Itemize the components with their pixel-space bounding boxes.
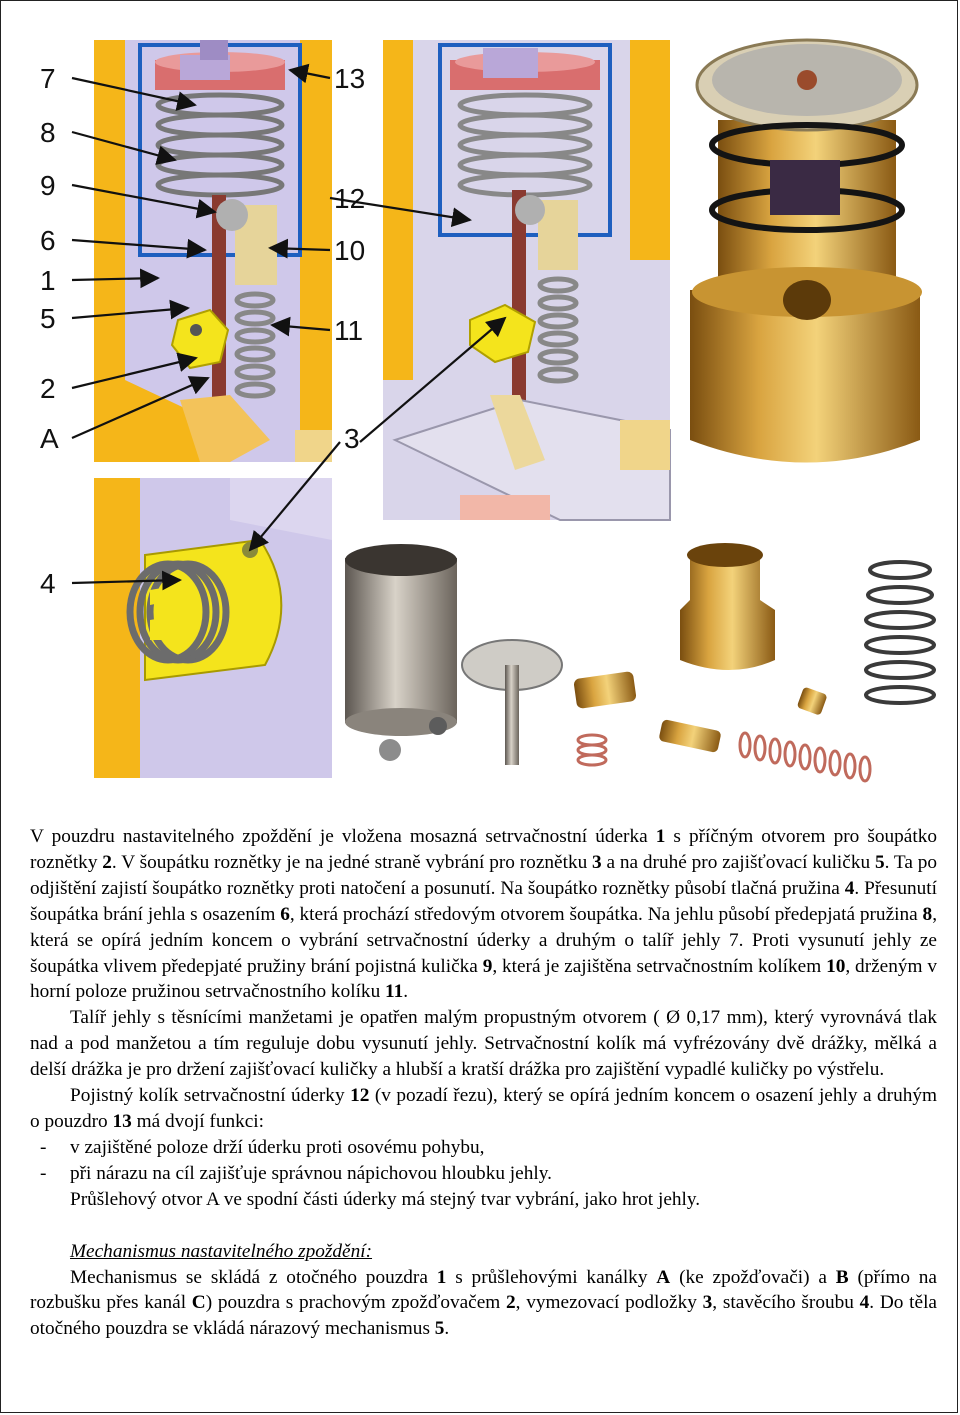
callout-7: 7: [40, 63, 56, 94]
section-heading: Mechanismus nastavitelného zpoždění:: [70, 1240, 373, 1262]
bold-reference: B: [835, 1266, 849, 1288]
callout-3: 3: [344, 423, 360, 454]
bold-reference: 3: [592, 851, 602, 873]
photo-loose-parts: [345, 543, 934, 781]
bold-reference: 12: [350, 1085, 370, 1107]
paragraph-2: Talíř jehly s těsnícími manžetami je opatřen malým propustným otvorem ( Ø 0,17 mm), který vyrovnává tlak nad a pod manžetou a tím reguluje dobu vysunutí jehly. Setrvačnostní kolík má vyfrézovány dvě drážky, mělká a delší drážka je pro držení zajišťovací kuličky a hlubší a kratší drážka pro zajištění vypadlé kuličky po výstřelu.: [30, 1007, 937, 1081]
cross-section-middle: [383, 40, 670, 520]
bold-reference: 10: [826, 955, 846, 977]
list-dash: -: [40, 1162, 47, 1184]
list-item: - při nárazu na cíl zajišťuje správnou nápichovou hloubku jehly.: [30, 1161, 937, 1187]
callout-4: 4: [40, 568, 56, 599]
callout-11: 11: [334, 315, 364, 346]
bold-reference: 1: [436, 1266, 447, 1288]
bold-reference: 11: [385, 981, 404, 1003]
detail-spring-slider: [94, 478, 332, 778]
bold-reference: 6: [280, 903, 290, 925]
bold-reference: A: [656, 1266, 671, 1288]
bold-reference: 5: [874, 851, 885, 873]
callout-2: 2: [40, 373, 56, 404]
callout-1: 1: [40, 265, 56, 296]
callout-10: 10: [334, 235, 366, 266]
paragraphs: [30, 824, 937, 1135]
callout-12: 12: [334, 183, 366, 214]
photo-brass-assembly: [690, 40, 922, 463]
callout-13: 13: [334, 63, 366, 94]
list-item: - v zajištěné poloze drží úderku proti osovému pohybu,: [30, 1135, 937, 1161]
bold-reference: 2: [102, 851, 112, 873]
paragraph-3: Pojistný kolík setrvačnostní úderky 12 (v pozadí řezu), který se opírá jedním koncem o osazení jehly a druhým o pouzdro 13 má dvojí funkci:: [30, 1085, 938, 1132]
bold-reference: 9: [482, 955, 493, 977]
description-text: [30, 824, 937, 1342]
function-list: [30, 1135, 937, 1187]
bold-reference: 5: [434, 1318, 445, 1340]
callout-6: 6: [40, 225, 56, 256]
paragraph-after-list: Průšlehový otvor A ve spodní části úderky má stejný tvar vybrání, jako hrot jehly.: [70, 1188, 701, 1210]
paragraph-1: V pouzdru nastavitelného zpoždění je vložena mosazná setrvačnostní úderka 1 s příčným otvorem pro šoupátko roznětky 2. V šoupátku roznětky je na jedné straně vybrání pro roznětku 3 a na druhé pro zajišťovací kuličku 5. Ta po odjištění zajistí šoupátko roznětky proti natočení a posunutí. Na šoupátko roznětky působí tlačná pružina 4. Přesunutí šoupátka brání jehla s osazením 6, která prochází středovým otvorem šoupátka. Na jehlu působí předepjatá pružina 8, která se opírá jedním koncem o vybrání setrvačnostní úderky a druhým o talíř jehly 7. Proti vysunutí jehly ze šoupátka vlivem předepjaté pružiny brání pojistná kulička 9, která je zajištěna setrvačnostním kolíkem 10, drženým v horní poloze pružinou setrvačnostního kolíku 11.: [30, 826, 938, 1003]
bold-reference: 4: [859, 1292, 870, 1314]
bold-reference: C: [191, 1292, 206, 1314]
bold-reference: 2: [506, 1292, 516, 1314]
bold-reference: 3: [702, 1292, 713, 1314]
list-dash: -: [40, 1136, 47, 1158]
callout-9: 9: [40, 170, 56, 201]
bold-reference: 8: [922, 903, 933, 925]
bold-reference: 13: [112, 1110, 132, 1132]
callout-8: 8: [40, 117, 56, 148]
bold-reference: 1: [655, 826, 666, 847]
bold-reference: 4: [844, 877, 855, 899]
callout-5: 5: [40, 303, 56, 334]
callout-A: A: [40, 423, 59, 454]
cross-section-left: [94, 40, 332, 462]
section-body: Mechanismus se skládá z otočného pouzdra 1 s průšlehovými kanálky A (ke zpožďovači) a B (přímo na rozbušku přes kanál C) pouzdra s prachovým zpožďovačem 2, vymezovací podložky 3, stavěcího šroubu 4. Do těla otočného pouzdra se vkládá nárazový mechanismus 5.: [30, 1266, 937, 1340]
